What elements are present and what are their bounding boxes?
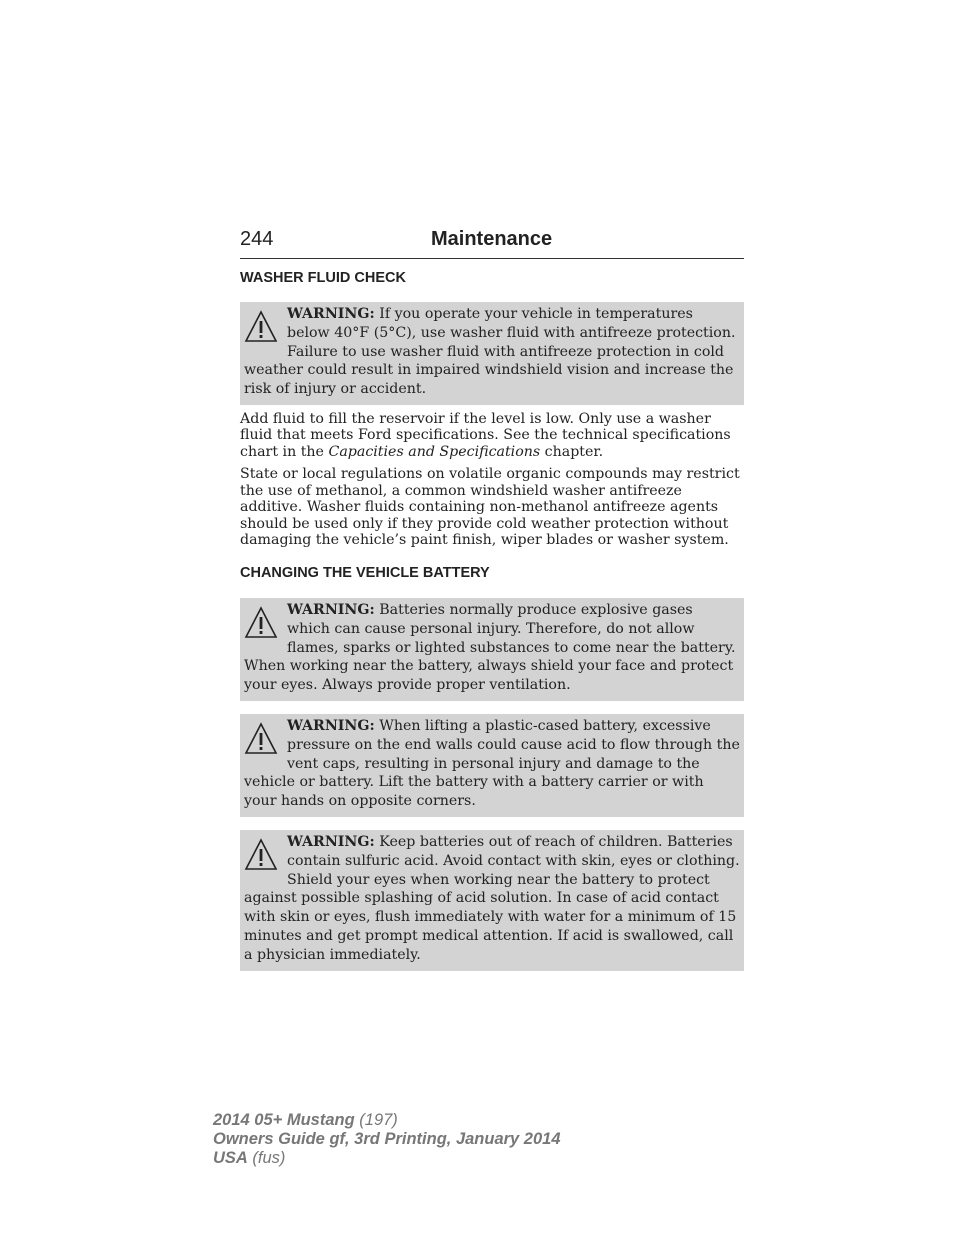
warning-box xyxy=(240,830,744,971)
paragraph-text: Add fluid to fill the reservoir if the level is low. Only use a washer fluid that meets Ford specifications. See the technical specifications chart in the xyxy=(240,410,731,460)
warning-label: WARNING: xyxy=(287,717,375,734)
warning-text: Keep batteries out of reach of children. Batteries contain sulfuric acid. Avoid contact with skin, eyes or clothing. Shield your eyes when working near the battery to protect against possible splashing of acid solution. In case of acid contact with skin or eyes, flush immediately with water for a minimum of 15 minutes and get prompt medical attention. If acid is swallowed, call a physician immediately. xyxy=(244,833,740,963)
warning-box xyxy=(240,302,744,405)
page-title: Maintenance xyxy=(431,228,553,250)
footer-market-code: (fus) xyxy=(247,1149,286,1167)
page-footer xyxy=(213,1111,561,1168)
footer-model: 2014 05+ Mustang xyxy=(213,1111,355,1129)
warning-label: WARNING: xyxy=(287,833,375,850)
warning-text: Batteries normally produce explosive gases which can cause personal injury. Therefore, do not allow flames, sparks or lighted substances to come near the battery. When working near the battery, always shield your face and protect your eyes. Always provide proper ventilation. xyxy=(244,601,736,694)
warning-triangle-icon xyxy=(244,838,278,872)
page-content xyxy=(240,228,744,971)
section-heading-washer-fluid: WASHER FLUID CHECK xyxy=(240,270,406,286)
paragraph-regulations: State or local regulations on volatile organic compounds may restrict the use of methanol, a common windshield washer antifreeze additive. Washer fluids containing non-methanol antifreeze agents should be used only if they provide cold weather protection without damaging the vehicle’s paint finish, wiper blades or washer system. xyxy=(240,466,740,549)
footer-line xyxy=(213,1111,561,1130)
warning-text: If you operate your vehicle in temperatures below 40°F (5°C), use washer fluid with antifreeze protection. Failure to use washer fluid with antifreeze protection in cold weather could result in impaired windshield vision and increase the risk of injury or accident. xyxy=(244,306,736,398)
warning-triangle-icon xyxy=(244,310,278,344)
warning-label: WARNING: xyxy=(287,601,375,618)
page-number: 244 xyxy=(240,228,274,250)
warning-box xyxy=(240,714,744,817)
footer-guide: Owners Guide gf, 3rd Printing, January 2014 xyxy=(213,1130,561,1148)
warning-text: When lifting a plastic-cased battery, excessive pressure on the end walls could cause acid to flow through the vent caps, resulting in personal injury and damage to the vehicle or battery. Lift the battery with a battery carrier or with your hands on opposite corners. xyxy=(244,717,740,810)
paragraph-text: chapter. xyxy=(540,443,604,460)
footer-line xyxy=(213,1130,561,1149)
chapter-reference: Capacities and Specifications xyxy=(328,443,541,460)
page-header xyxy=(240,228,744,259)
warning-label: WARNING: xyxy=(287,306,375,322)
warning-box xyxy=(240,598,744,701)
footer-line xyxy=(213,1149,561,1168)
paragraph-add-fluid xyxy=(240,411,744,461)
footer-code: (197) xyxy=(354,1111,398,1129)
warning-triangle-icon xyxy=(244,606,278,640)
section-heading-battery: CHANGING THE VEHICLE BATTERY xyxy=(240,564,490,581)
footer-market: USA xyxy=(213,1149,248,1167)
warning-triangle-icon xyxy=(244,722,278,756)
